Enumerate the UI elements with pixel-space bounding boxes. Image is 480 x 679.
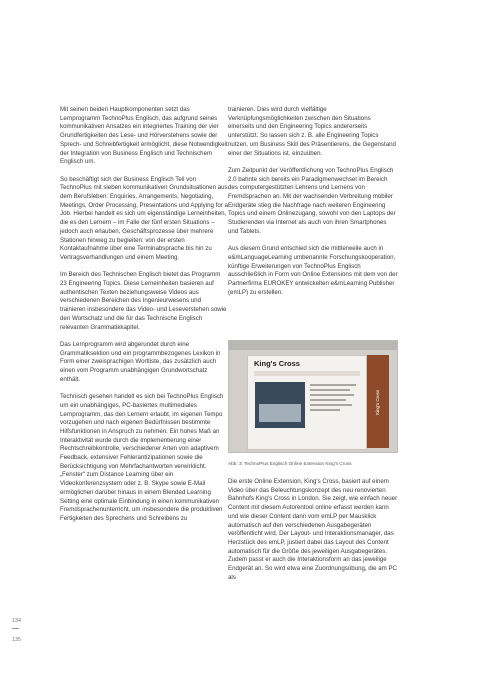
figure-text-line <box>310 384 356 386</box>
figure-screenshot <box>228 340 398 453</box>
paragraph: Die erste Online Extension, King's Cross, basiert auf einem Video über das Beleuchtungskonzept des neu renovierten Bahnhofs King's Cross in London. Sie zeigt, wie einfach neuer Content mit diesem Autorentool online erfasst werden kann und wie dieser Content dann vom emLP per Mausklick automatisch auf den verschiedenen Ausgabegeräten veröffentlicht wird. Der Layout- und Interaktionsmanager, das Herzstück des emLP, justiert dabei das Layout des Content automatisch für die Größe des jeweiligen Ausgabegerätes. Zudem passt er auch die Interaktionsform an das jeweilige Endgerät an. So wird etwa eine Zuordnungsübung, die am PC als <box>228 478 398 581</box>
paragraph: Zum Zeitpunkt der Veröffentlichung von TechnoPlus Englisch 2.0 bahnte sich bereits ein Paradigmenwechsel im Bereich des computergestützten Lehrens und Lernens von Fremdsprachen an. Mit der wachsenden Verbreitung mobiler Endgeräte stieg die Nachfrage nach weiteren Engineering Topics und einem Onlinezugang, sowohl von den Laptops der Studierenden via Internet als auch von ihren Smartphones und Tablets. <box>228 166 396 235</box>
right-text-column-lower <box>228 478 398 591</box>
paragraph: Mit seinen beiden Hauptkomponenten setzt das Lernprogramm TechnoPlus Englisch, das aufgrund seines kommunikativen Ansatzes ein integriertes Training der vier Grundfertigkeiten des Lese- und Hörverstehens sowie der Sprech- und Schreibfertigkeit ermöglicht, diese Notwendigkeit der Integration von Business Englisch und Technischem Englisch um. <box>60 106 228 166</box>
figure-text-line <box>310 389 350 391</box>
figure-tab-strip <box>254 371 360 376</box>
paragraph: Im Bereich des Technischen Englisch bietet das Programm 23 Engineering Topics. Diese Lerneinheiten basieren auf authentischen Texten beziehungsweise Videos aus verschiedenen Bereichen des Ingenieurwesens und trainieren insbesondere das Video- und Leseverstehen sowie den Wortschatz und die für das Technische Englisch relevanten Grammatikkapitel. <box>60 271 227 331</box>
figure-video-thumbnail <box>255 382 305 428</box>
figure-side-label: King's Cross <box>375 389 380 415</box>
figure-text-line <box>310 399 346 401</box>
figure-content-pane <box>247 355 367 450</box>
figure-caption: Abb. 3: TechnoPlus Englisch Online Extension King's Cross <box>228 461 352 466</box>
paragraph: Aus diesem Grund entschied sich die mittlerweile auch in e&mLanguageLearning umbenannte Forschungskooperation, künftige Erweiterungen von TechnoPlus Englisch ausschließlich in Form von Online Extensions mit dem von der Partnerfirma EUROKEY entwickelten e&mLearning Publisher (emLP) zu erstellen. <box>228 245 398 296</box>
paragraph: Das Lernprogramm wird abgerundet durch eine Grammatiksektion und ein programmbezogenes Lexikon in Form einer zweisprachigen Wortliste, das zusätzlich auch einen vom Programm unabhängigen Grundwortschatz enthält. <box>60 340 221 383</box>
figure-screen-title: King's Cross <box>254 359 300 368</box>
page-number-divider <box>12 628 19 629</box>
figure-text-line <box>310 404 352 406</box>
figure-text-line <box>310 409 340 411</box>
page-number: 135 <box>12 637 21 643</box>
paragraph: trainieren. Dies wird durch vielfältige Verknüpfungsmöglichkeiten zwischen den Situations einerseits und den Engineering Topics andererseits unterstützt. So lassen sich z. B. alle Engineering Topics nutzen, um Business Skill des Präsentierens, die Gegenstand einer der Situations ist, einzuüben. <box>228 106 396 157</box>
figure-text-line <box>310 394 354 396</box>
right-text-column <box>228 106 398 306</box>
paragraph: So beschäftigt sich der Business Englisch Teil von TechnoPlus mit sieben kommunikativen Grundsituationen aus dem Berufsleben: Enquiries, Arrangements, Negotiating, Meetings, Order Processing, Presentations und Applying for a Job. Hierbei handelt es sich um eigenständige Lerneinheiten, die es den Lernern – im Falle der fünf ersten Situations – jedoch auch erlauben, Geschäftsprozesse über mehrere Stationen hinweg zu begleiten: von der ersten Kontaktaufnahme über eine Terminabsprache bis hin zu Vertragsverhandlungen und einem Meeting. <box>60 175 228 261</box>
paragraph: Technisch gesehen handelt es sich bei TechnoPlus Englisch um ein unabhängiges, PC-basiertes multimediales Lernprogramm, das den Lernern erlaubt, im eigenen Tempo vorzugehen und nach eigenen Bedürfnissen bestimmte Hilfsfunktionen in Anspruch zu nehmen. Ein hohes Maß an Interaktivität wurde durch die Implementierung einer Rechtschreibkontrolle, verschiedener Arten von adaptivem Feedback, extensiver Fehlerantizipationen sowie die Berücksichtigung von Mehrfachantworten verwirklicht. „Fenster“ zum Distance Learning über ein Videokonferenzsystem oder z. B. Skype sowie E-Mail ermöglichen darüber hinaus in einem Blended Learning Setting eine optimale Einbindung in einen kommunikativen Fremdsprachenunterricht, um insbesondere die produktiven Fertigkeiten des Sprechens und Schreibens zu <box>60 393 224 522</box>
figure-side-banner <box>367 355 389 448</box>
figure-title-bar <box>229 341 397 350</box>
page-number: 134 <box>12 618 21 624</box>
left-text-column <box>60 106 228 532</box>
